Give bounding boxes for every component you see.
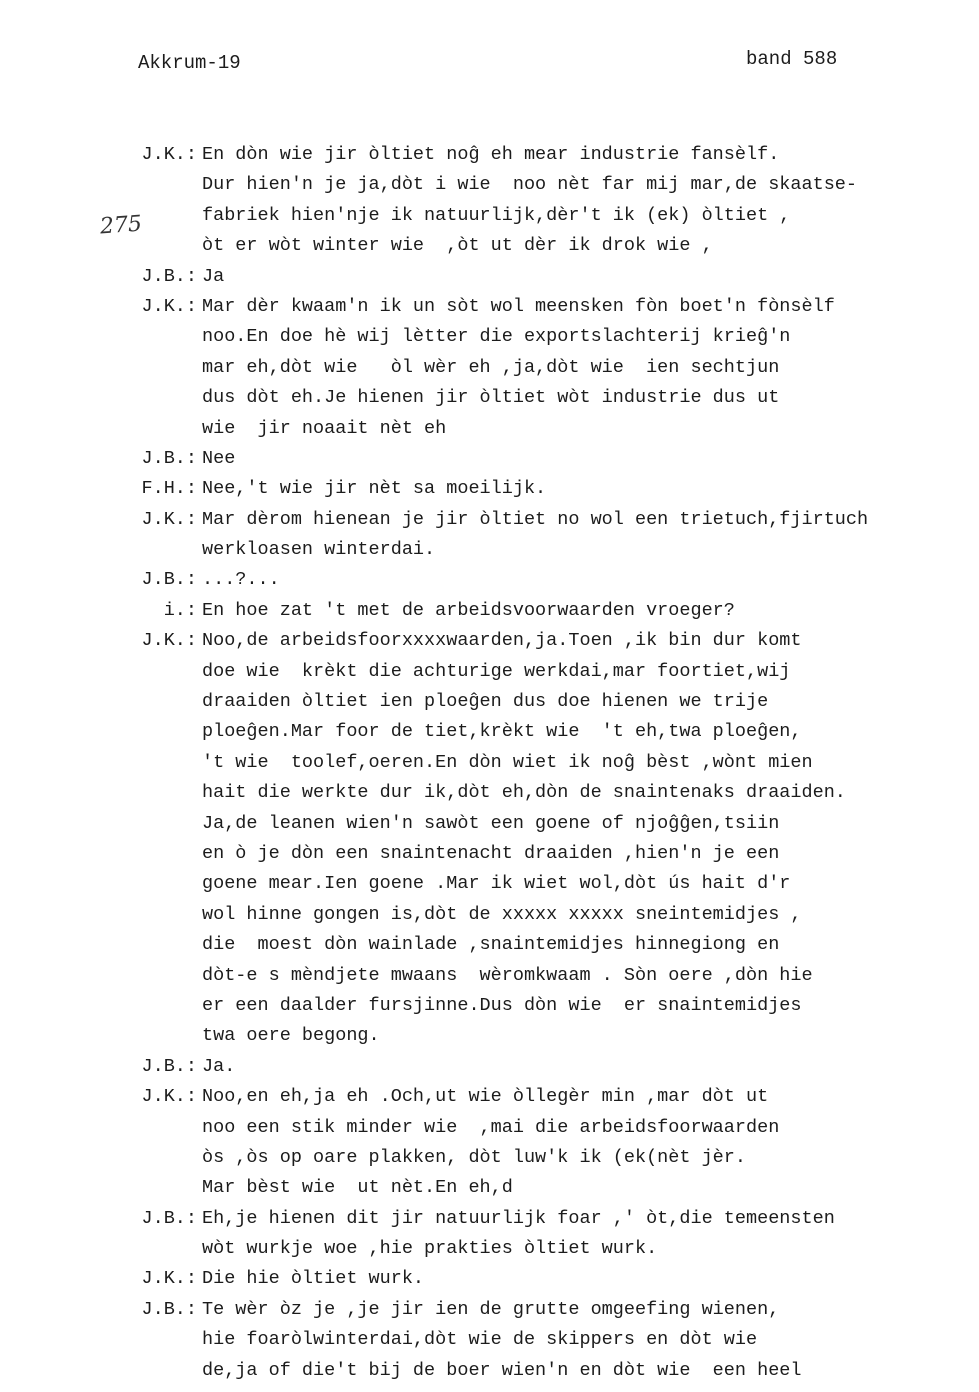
transcript-text: Noo,de arbeidsfoorxxxxwaarden,ja.Toen ,ik bin dur komt bbox=[202, 630, 802, 652]
page-header-left: Akkrum-19 bbox=[138, 52, 241, 74]
transcript-text: en ò je dòn een snaintenacht draaiden ,hien'n je een bbox=[202, 842, 780, 864]
transcript-text: wol hinne gongen is,dòt de xxxxx xxxxx sneintemidjes , bbox=[202, 903, 802, 925]
transcript-line bbox=[0, 535, 979, 565]
transcript-text: ...?... bbox=[202, 569, 280, 591]
transcript-text: Ja. bbox=[202, 1055, 236, 1077]
transcript-text: de,ja of die't bij de boer wien'n en dòt wie een heel bbox=[202, 1359, 802, 1381]
transcript-text: werkloasen winterdai. bbox=[202, 539, 436, 561]
handwritten-margin-note: 275 bbox=[99, 211, 143, 240]
transcript-text: twa oere begong. bbox=[202, 1025, 380, 1047]
transcript-line bbox=[0, 201, 979, 231]
transcript-body bbox=[0, 140, 979, 1386]
transcript-text: En hoe zat 't met de arbeidsvoorwaarden vroeger? bbox=[202, 599, 735, 621]
transcript-text: òs ,òs op oare plakken, dòt luw'k ik (ek(nèt jèr. bbox=[202, 1146, 746, 1168]
transcript-text: Mar bèst wie ut nèt.En eh,d bbox=[202, 1177, 513, 1199]
transcript-line bbox=[0, 930, 979, 960]
transcript-line bbox=[0, 1052, 979, 1082]
transcript-text: Te wèr òz je ,je jir ien de grutte omgeefing wienen, bbox=[202, 1298, 780, 1320]
transcript-line bbox=[0, 565, 979, 595]
transcript-line bbox=[0, 657, 979, 687]
transcript-line bbox=[0, 717, 979, 747]
transcript-line bbox=[0, 353, 979, 383]
transcript-text: wòt wurkje woe ,hie prakties òltiet wurk. bbox=[202, 1238, 658, 1260]
transcript-line bbox=[0, 869, 979, 899]
speaker-label: F.H.: bbox=[141, 478, 197, 500]
speaker-label: J.B.: bbox=[141, 1298, 197, 1320]
transcript-line bbox=[0, 444, 979, 474]
transcript-text: doe wie krèkt die achturige werkdai,mar foortiet,wij bbox=[202, 660, 791, 682]
transcript-text: die moest dòn wainlade ,snaintemidjes hinnegiong en bbox=[202, 934, 780, 956]
speaker-label: J.B.: bbox=[141, 447, 197, 469]
transcript-line bbox=[0, 262, 979, 292]
transcript-line bbox=[0, 596, 979, 626]
transcript-text: òt er wòt winter wie ,òt ut dèr ik drok wie , bbox=[202, 235, 713, 257]
transcript-line bbox=[0, 1295, 979, 1325]
transcript-text: 't wie toolef,oeren.En dòn wiet ik noĝ bèst ,wònt mien bbox=[202, 751, 813, 773]
transcript-text: Nee,'t wie jir nèt sa moeilijk. bbox=[202, 478, 547, 500]
transcript-line bbox=[0, 991, 979, 1021]
transcript-line bbox=[0, 1356, 979, 1386]
transcript-line bbox=[0, 383, 979, 413]
speaker-label: J.K.: bbox=[141, 144, 197, 165]
transcript-text: mar eh,dòt wie òl wèr eh ,ja,dòt wie ien sechtjun bbox=[202, 356, 780, 378]
transcript-text: Dur hien'n je ja,dòt i wie noo nèt far mij mar,de skaatse- bbox=[202, 174, 858, 196]
transcript-line bbox=[0, 322, 979, 352]
page-header-right: band 588 bbox=[746, 48, 838, 70]
speaker-label: J.K.: bbox=[141, 508, 197, 530]
transcript-text: Mar dèr kwaam'n ik un sòt wol meensken fòn boet'n fònsèlf bbox=[202, 295, 835, 317]
transcript-line bbox=[0, 748, 979, 778]
transcript-line bbox=[0, 1234, 979, 1264]
transcript-line bbox=[0, 626, 979, 656]
transcript-text: En dòn wie jir òltiet noĝ eh mear industrie fansèlf. bbox=[202, 144, 780, 165]
speaker-label: J.B.: bbox=[141, 265, 197, 287]
transcript-line bbox=[0, 292, 979, 322]
transcript-text: noo een stik minder wie ,mai die arbeidsfoorwaarden bbox=[202, 1116, 780, 1138]
transcript-line bbox=[0, 505, 979, 535]
transcript-line bbox=[0, 474, 979, 504]
transcript-line bbox=[0, 839, 979, 869]
transcript-line bbox=[0, 961, 979, 991]
transcript-text: Eh,je hienen dit jir natuurlijk foar ,' òt,die temeensten bbox=[202, 1207, 835, 1229]
transcript-text: draaiden òltiet ien ploeĝen dus doe hienen we trije bbox=[202, 691, 769, 713]
transcript-line bbox=[0, 1173, 979, 1203]
transcript-line bbox=[0, 231, 979, 261]
transcript-text: Die hie òltiet wurk. bbox=[202, 1268, 425, 1290]
transcript-line bbox=[0, 1325, 979, 1355]
speaker-label: J.K.: bbox=[141, 295, 197, 317]
speaker-label: J.B.: bbox=[141, 569, 197, 591]
transcript-text: wie jir noaait nèt eh bbox=[202, 417, 447, 439]
transcript-text: ploeĝen.Mar foor de tiet,krèkt wie 't eh,twa ploeĝen, bbox=[202, 721, 802, 743]
transcript-line bbox=[0, 778, 979, 808]
speaker-label: J.B.: bbox=[141, 1055, 197, 1077]
transcript-text: Ja bbox=[202, 265, 225, 287]
transcript-line bbox=[0, 1204, 979, 1234]
speaker-label: J.K.: bbox=[141, 630, 197, 652]
speaker-label: J.K.: bbox=[141, 1086, 197, 1108]
transcript-text: Noo,en eh,ja eh .Och,ut wie òllegèr min ,mar dòt ut bbox=[202, 1086, 769, 1108]
transcript-text: er een daalder fursjinne.Dus dòn wie er snaintemidjes bbox=[202, 994, 802, 1016]
transcript-line bbox=[0, 140, 979, 170]
transcript-text: dòt-e s mèndjete mwaans wèromkwaam . Sòn oere ,dòn hie bbox=[202, 964, 813, 986]
transcript-line bbox=[0, 687, 979, 717]
speaker-label: i.: bbox=[163, 599, 197, 621]
transcript-line bbox=[0, 1143, 979, 1173]
transcript-line bbox=[0, 414, 979, 444]
transcript-text: goene mear.Ien goene .Mar ik wiet wol,dòt ús hait d'r bbox=[202, 873, 791, 895]
transcript-line bbox=[0, 1113, 979, 1143]
transcript-text: Ja,de leanen wien'n sawòt een goene of njoĝĝen,tsiin bbox=[202, 812, 780, 834]
transcript-text: Nee bbox=[202, 447, 236, 469]
transcript-line bbox=[0, 1264, 979, 1294]
transcript-line bbox=[0, 170, 979, 200]
transcript-line bbox=[0, 1021, 979, 1051]
transcript-text: hait die werkte dur ik,dòt eh,dòn de snaintenaks draaiden. bbox=[202, 782, 846, 804]
transcript-text: hie foaròlwinterdai,dòt wie de skippers en dòt wie bbox=[202, 1329, 758, 1351]
transcript-line bbox=[0, 1082, 979, 1112]
transcript-text: noo.En doe hè wij lètter die exportslachterij krieĝ'n bbox=[202, 326, 791, 348]
transcript-line bbox=[0, 900, 979, 930]
speaker-label: J.K.: bbox=[141, 1268, 197, 1290]
transcript-text: dus dòt eh.Je hienen jir òltiet wòt industrie dus ut bbox=[202, 387, 780, 409]
speaker-label: J.B.: bbox=[141, 1207, 197, 1229]
transcript-text: Mar dèrom hienean je jir òltiet no wol een trietuch,fjirtuch bbox=[202, 508, 869, 530]
transcript-text: fabriek hien'nje ik natuurlijk,dèr't ik (ek) òltiet , bbox=[202, 204, 791, 226]
transcript-line bbox=[0, 809, 979, 839]
